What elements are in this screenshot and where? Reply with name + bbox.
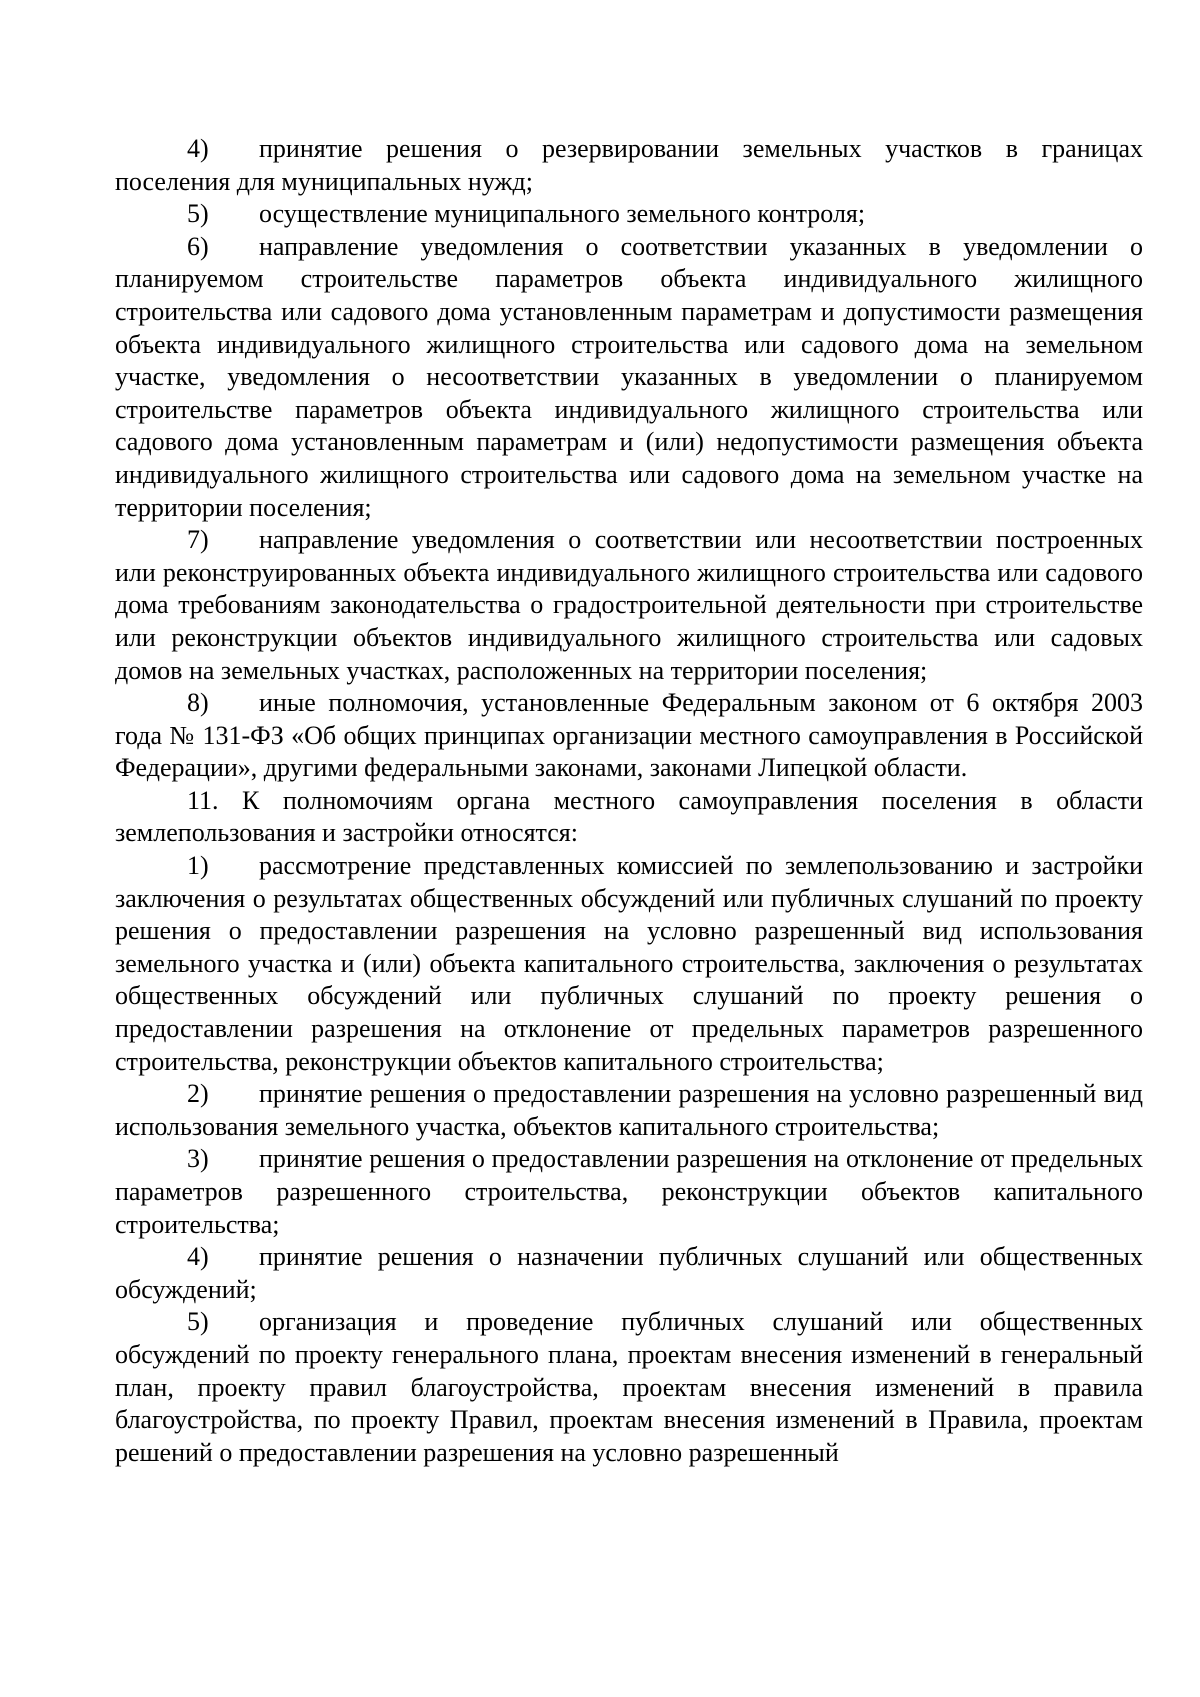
item-number: 4)	[187, 134, 209, 163]
item-number: 2)	[187, 1079, 209, 1109]
item-text: принятие решения о резервировании земельных участков в границах поселения для муниципальных нужд;	[115, 134, 1143, 196]
item-number: 5)	[187, 1307, 209, 1337]
list-item	[115, 687, 1143, 785]
section-paragraph	[115, 785, 1143, 850]
paragraph-text: 11. К полномочиям органа местного самоуправления поселения в области землепользования и застройки относятся:	[115, 785, 1143, 848]
item-number: 8)	[187, 688, 209, 718]
item-number: 3)	[187, 1144, 209, 1174]
document-body	[115, 133, 1143, 1469]
item-text: организация и проведение публичных слушаний или общественных обсуждений по проекту генерального плана, проектам внесения изменений в генеральный план, проекту правил благоустройства, проектам внесения изменений в правила благоустройства, по проекту Правил, проектам внесения изменений в Правила, проектам решений о предоставлении разрешения на условно разрешенный	[115, 1307, 1143, 1467]
item-number: 1)	[187, 851, 209, 881]
item-text: иные полномочия, установленные Федеральным законом от 6 октября 2003 года № 131-ФЗ «Об общих принципах организации местного самоуправления в Российской Федерации», другими федеральными законами, законами Липецкой области.	[115, 688, 1143, 783]
item-number: 7)	[187, 525, 209, 555]
list-item	[115, 524, 1143, 687]
list-item	[115, 1306, 1143, 1469]
item-text: осуществление муниципального земельного контроля;	[259, 199, 866, 229]
item-text: направление уведомления о соответствии указанных в уведомлении о планируемом строительстве параметров объекта индивидуального жилищного строительства или садового дома установленным параметрам и допустимости размещения объекта индивидуального жилищного строительства или садового дома на земельном участке, уведомления о несоответствии указанных в уведомлении о планируемом строительстве параметров объекта индивидуального жилищного строительства или садового дома установленным параметрам и (или) недопустимости размещения объекта индивидуального жилищного строительства или садового дома на земельном участке на территории поселения;	[115, 231, 1143, 522]
list-item	[115, 198, 1143, 231]
item-text: принятие решения о предоставлении разрешения на отклонение от предельных параметров разрешенного строительства, реконструкции объектов капитального строительства;	[115, 1144, 1143, 1239]
item-text: рассмотрение представленных комиссией по землепользованию и застройки заключения о результатах общественных обсуждений или публичных слушаний по проекту решения о предоставлении разрешения на условно разрешенный вид использования земельного участка и (или) объекта капитального строительства, заключения о результатах общественных обсуждений или публичных слушаний по проекту решения о предоставлении разрешения на отклонение от предельных параметров разрешенного строительства, реконструкции объектов капитального строительства;	[115, 851, 1143, 1076]
list-item	[115, 1241, 1143, 1306]
item-text: направление уведомления о соответствии или несоответствии построенных или реконструированных объекта индивидуального жилищного строительства или садового дома требованиям законодательства о градостроительной деятельности при строительстве или реконструкции объектов индивидуального жилищного строительства или садовых домов на земельных участках, расположенных на территории поселения;	[115, 525, 1143, 685]
item-number: 4)	[187, 1242, 209, 1272]
list-item	[115, 1078, 1143, 1143]
list-item	[115, 133, 1143, 198]
item-text: принятие решения о назначении публичных слушаний или общественных обсуждений;	[115, 1242, 1143, 1304]
list-item	[115, 231, 1143, 524]
item-number: 6)	[187, 231, 209, 261]
list-item	[115, 1143, 1143, 1241]
item-text: принятие решения о предоставлении разрешения на условно разрешенный вид использования земельного участка, объектов капитального строительства;	[115, 1079, 1143, 1141]
item-number: 5)	[187, 199, 209, 229]
list-item	[115, 850, 1143, 1078]
